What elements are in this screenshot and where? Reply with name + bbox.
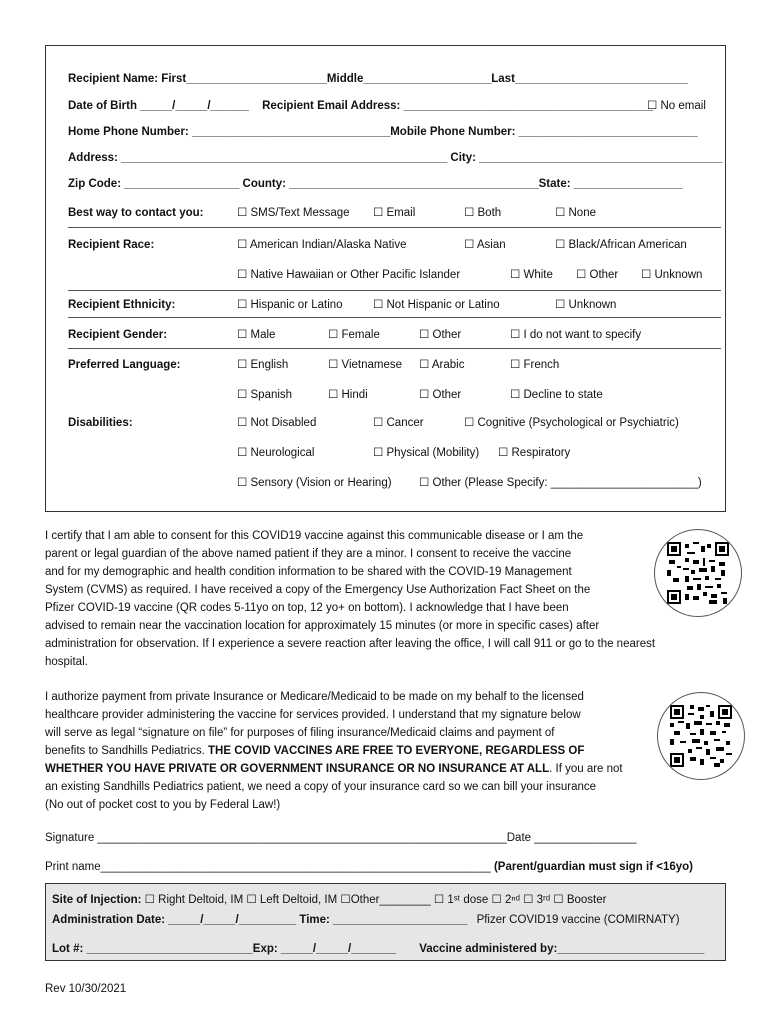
qr-code-icon	[670, 705, 732, 767]
contact-none[interactable]: ☐ None	[555, 207, 596, 219]
contact-email[interactable]: ☐ Email	[373, 207, 416, 219]
gender-label: Recipient Gender:	[68, 329, 168, 341]
no-email-checkbox[interactable]: ☐ No email	[647, 100, 706, 112]
disabilities-label: Disabilities:	[68, 417, 133, 429]
gender-female[interactable]: ☐ Female	[328, 329, 380, 341]
address-row[interactable]: Address: ___________________________________________________ City: ______________________________________	[68, 152, 723, 164]
gender-other[interactable]: ☐ Other	[419, 329, 462, 341]
language-french[interactable]: ☐ French	[510, 359, 560, 371]
language-spanish[interactable]: ☐ Spanish	[237, 389, 293, 401]
signature-field[interactable]: Signature ________________________________________________________________Date ________________	[45, 832, 637, 844]
contact-sms[interactable]: ☐ SMS/Text Message	[237, 207, 350, 219]
qr-code-12yo-plus[interactable]	[657, 692, 745, 780]
recipient-name-row[interactable]: Recipient Name: First______________________Middle____________________Last___________________________	[68, 73, 688, 85]
disab-other-specify[interactable]: ☐ Other (Please Specify: _______________________)	[419, 477, 702, 489]
revision-date: Rev 10/30/2021	[45, 983, 127, 995]
phone-row[interactable]: Home Phone Number: _______________________________Mobile Phone Number: ____________________________	[68, 126, 698, 138]
race-label: Recipient Race:	[68, 239, 155, 251]
payment-paragraph: I authorize payment from private Insurance or Medicare/Medicaid to be made on my behalf to the licensed healthcare provider administering the vaccine for services provided. I understand that my signature below will serve as legal “signature on file” for purposes of filing insurance/Medicaid claims and payment of benefits to Sandhills Pediatrics. THE COVID VACCINES ARE FREE TO EVERYONE, REGARDLESS OF WHETHER YOU HAVE PRIVATE OR GOVERNMENT INSURANCE OR NO INSURANCE AT ALL. If you are not an existing Sandhills Pediatrics patient, we need a copy of your insurance card so we can bill your insurance (No out of pocket cost to you by Federal Law!)	[45, 691, 623, 811]
gender-not-specify[interactable]: ☐ I do not want to specify	[510, 329, 642, 341]
language-arabic[interactable]: ☐ Arabic	[419, 359, 465, 371]
language-decline[interactable]: ☐ Decline to state	[510, 389, 603, 401]
race-unknown[interactable]: ☐ Unknown	[641, 269, 703, 281]
qr-code-icon	[667, 542, 729, 604]
disab-neurological[interactable]: ☐ Neurological	[237, 447, 315, 459]
race-black[interactable]: ☐ Black/African American	[555, 239, 687, 251]
divider	[68, 290, 721, 291]
race-asian[interactable]: ☐ Asian	[464, 239, 506, 251]
disab-respiratory[interactable]: ☐ Respiratory	[498, 447, 571, 459]
ethnicity-label: Recipient Ethnicity:	[68, 299, 176, 311]
race-pacific-islander[interactable]: ☐ Native Hawaiian or Other Pacific Islander	[237, 269, 461, 281]
recipient-info-box	[45, 45, 726, 512]
administration-box	[45, 883, 726, 961]
ethnicity-unknown[interactable]: ☐ Unknown	[555, 299, 617, 311]
print-name-field[interactable]: Print name_____________________________________________________________ (Parent/guardian must sign if <16yo)	[45, 861, 693, 873]
race-white[interactable]: ☐ White	[510, 269, 553, 281]
disab-sensory[interactable]: ☐ Sensory (Vision or Hearing)	[237, 477, 392, 489]
admin-date-row[interactable]: Administration Date: _____/_____/_________ Time: _____________________ Pfizer COVID19 vaccine (COMIRNATY)	[52, 914, 680, 926]
disab-cancer[interactable]: ☐ Cancer	[373, 417, 424, 429]
gender-male[interactable]: ☐ Male	[237, 329, 276, 341]
race-american-indian[interactable]: ☐ American Indian/Alaska Native	[237, 239, 407, 251]
contact-label: Best way to contact you:	[68, 207, 204, 219]
disab-physical[interactable]: ☐ Physical (Mobility)	[373, 447, 480, 459]
ethnicity-hispanic[interactable]: ☐ Hispanic or Latino	[237, 299, 343, 311]
divider	[68, 227, 721, 228]
language-english[interactable]: ☐ English	[237, 359, 289, 371]
divider	[68, 317, 721, 318]
language-label: Preferred Language:	[68, 359, 181, 371]
language-other[interactable]: ☐ Other	[419, 389, 462, 401]
contact-both[interactable]: ☐ Both	[464, 207, 502, 219]
disab-cognitive[interactable]: ☐ Cognitive (Psychological or Psychiatric)	[464, 417, 679, 429]
language-vietnamese[interactable]: ☐ Vietnamese	[328, 359, 403, 371]
zip-county-state-row[interactable]: Zip Code: __________________ County: _______________________________________State: _________________	[68, 178, 683, 190]
consent-paragraph: I certify that I am able to consent for this COVID19 vaccine against this communicable disease or I am the parent or legal guardian of the above named patient if they are a minor. I consent to receive the vaccine and for my demographic and health condition information to be shared with the COVID-19 Management System (CVMS) as required. I have received a copy of the Emergency Use Authorization Fact Sheet on the Pfizer COVID-19 vaccine (QR codes 5-11yo on top, 12 yo+ on bottom). I acknowledge that I have been	[45, 530, 591, 614]
race-other[interactable]: ☐ Other	[576, 269, 619, 281]
consent-paragraph-cont: advised to remain near the vaccination location for approximately 15 minutes (or more in specific cases) after administration for observation. If I experience a severe reaction after leaving the office, I will call 911 or go to the nearest hospital.	[45, 620, 656, 668]
site-of-injection-row[interactable]: Site of Injection: ☐ Right Deltoid, IM ☐ Left Deltoid, IM ☐Other________ ☐ 1ˢᵗ dose ☐ 2ⁿᵈ ☐ 3ʳᵈ ☐ Booster	[52, 894, 607, 906]
language-hindi[interactable]: ☐ Hindi	[328, 389, 368, 401]
lot-row[interactable]: Lot #: __________________________Exp: _____/_____/_______ Vaccine administered by:_______________________	[52, 943, 705, 955]
divider	[68, 348, 721, 349]
qr-code-5-11yo[interactable]	[654, 529, 742, 617]
disab-not-disabled[interactable]: ☐ Not Disabled	[237, 417, 317, 429]
ethnicity-not-hispanic[interactable]: ☐ Not Hispanic or Latino	[373, 299, 500, 311]
dob-email-row[interactable]: Date of Birth _____/_____/______ Recipient Email Address: _______________________________________ ☐ No email	[68, 100, 706, 112]
